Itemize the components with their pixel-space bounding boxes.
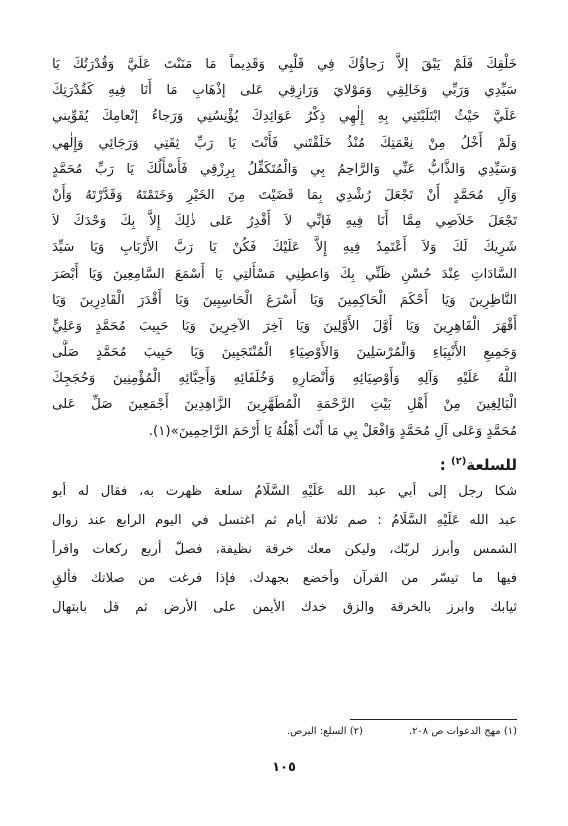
prayer-text	[52, 52, 517, 445]
prayer-line-5: وَسَيِّدِي وَالذَّابُّ عَنِّي وَالرَّاحِمُ بِي وَالْمُتَكَفِّلُ بِرِزْقِي فَأَسْأَلُكَ يَا رَبِّ مُحَمَّدٍ	[52, 161, 517, 177]
prayer-line-7: تَجْعَلَ خَلاَصِي مِمَّا أَنَا فِيهِ فَإنِّي لاَ أَقْدِرُ عَلى ذٰلِكَ إِلاَّ بِكَ وَحْدَكَ لاَ	[52, 214, 517, 230]
section-heading-colon: :	[439, 455, 452, 474]
body-line-3: الشمس وأبرز لربّك، وليكن معك خرقة نظيفة، فصلّ أربع ركعات واقرأ	[52, 541, 517, 557]
footnote-ref: (٢)	[451, 455, 467, 467]
prayer-line-15: مُحَمَّدٍ وَعَلى آلِ مُحَمَّدٍ وَافْعَلْ بِي مَا أَنْتَ أَهْلُهُ يَا أَرْحَمَ الرَّاحِمِينَ»(١).	[148, 423, 517, 439]
body-line-5: ثيابك وابرز بالخرقة والزق خدك الأيمن على الأرض ثم قل بابتهال	[52, 599, 517, 615]
section-heading-text: للسلعة	[466, 455, 517, 474]
footnotes	[287, 724, 517, 740]
prayer-line-14: الْبَالِغِينَ مِنْ أَهْلِ بَيْتِ الرَّحْمَةِ الْمُطَهَّرِينَ الزَّاهِدِينَ أَجْمَعِينَ صَلِّ عَلى	[52, 397, 517, 413]
section-heading	[52, 447, 517, 477]
prayer-line-9: السَّادَاتِ عِنْدَ حُسْنِ ظَنِّي بِكَ وَاعطِنِي مَسْأَلتِي يَا أَسْمَعَ السَّامِعِينَ وَيَا أَبْصَرَ	[52, 266, 517, 282]
prayer-line-6: وَآلِ مُحَمَّدٍ أَنْ تَجْعَلَ رُشْدِي بِمَا قَضَيْتَ مِنَ الخَيْرِ وَخَتَمْتَهُ وَقَدَّرْتَهُ وَأَنْ	[52, 187, 517, 203]
body-line-1: شكا رجل إلى أبي عبد الله عَلَيْهِ السَّلَامُ سلعة ظهرت به، فقال له أبو	[52, 483, 517, 499]
prayer-line-3: عَلَيَّ حَيْثُ ابْتَلَيْتَنِي بِهِ إِلٰهِي ذِكْرُ عَوَائِدِكَ يُؤْنِسُنِي وَرَجاءُ إنْعامِكَ يُقَوِّيني	[52, 109, 517, 125]
prayer-line-10: النَّاظِرِينَ وَيَا أَحْكَمَ الْحَاكِمِينَ وَيَا أَسْرَعَ الْحَاسِبِينَ وَيَا أَقْدَرَ الْقَادِرِينَ وَيَا	[52, 292, 517, 308]
prayer-line-2: سَيِّدِي وَرَبِّي وَخَالِقِي وَمَوْلايَ وَرَازِقِي عَلى إذْهَابِ مَا أَنَا فِيهِ كَقُدْرَتِكَ	[52, 83, 517, 99]
body-text	[52, 477, 517, 622]
footnote-divider	[350, 719, 517, 720]
body-line-4: فيها ما تيسّر من القرآن وأخضع بجهدك. فإذا فرغت من صلاتك فألقِ	[52, 570, 517, 586]
page-number: ١٠٥	[272, 760, 296, 775]
prayer-line-1: خَلْقِكَ فَلَمْ يَبْقَ إلاَّ رَجاؤُكَ فِي قَلْبِي وَقَدِيماً مَا مَنَنْتَ عَلَيَّ وَقُدْرَتُكَ يَا	[52, 57, 517, 72]
prayer-line-4: وَلَمْ أَخْلُ مِنْ نِعْمَتِكَ مُنْذُ خَلَقْتَني فَأَنْتَ يَا رَبِّ ثِقَتِي وَرَجَائِي وَإِلٰهي	[52, 135, 517, 151]
prayer-line-12: وَجَمِيعِ الأَنْبِيَاءِ وَالْمُرْسَلِينَ وَالأَوْصِيَاءِ الْمُنْتَجَبِينَ وَيَا حَبِيبَ مُحَمَّدٍ صَلَّى	[52, 345, 517, 361]
page-content	[52, 52, 517, 622]
footnote-1: (١) مهج الدعوات ص ٢٠٨.	[408, 726, 517, 737]
prayer-line-8: شَرِيكَ لَكَ وَلاَ أَعْتَمِدُ فِيهِ إِلاَّ عَلَيْكَ فَكُنْ يَا رَبَّ الأَرْبَابِ وَيَا سَيِّدَ	[52, 240, 517, 256]
prayer-line-11: أَقْهَرَ الْقَاهِرِينَ وَيَا أَوَّلَ الأَوَّلِينَ وَيَا آخِرَ الآخِرِينَ وَيَا حَبِيبَ مُحَمَّدٍ وَعَلِيٍّ	[52, 318, 517, 334]
prayer-line-13: اللَّهُ عَلَيْهِ وَآلِهِ وَأَوْصِيَائِهِ وَأَنْصَارِهِ وَخُلَفَائِهِ وَأَحِبَّائِهِ الْمُؤْمِنِينَ وَحُجَجِكَ	[52, 371, 517, 387]
footnote-2: (٢) السلع: البرص.	[286, 726, 363, 737]
body-line-2: عبد الله عَلَيْهِ السَّلَامُ : صم ثلاثة أيام ثم اغتسل في اليوم الرابع عند زوال	[52, 512, 517, 528]
